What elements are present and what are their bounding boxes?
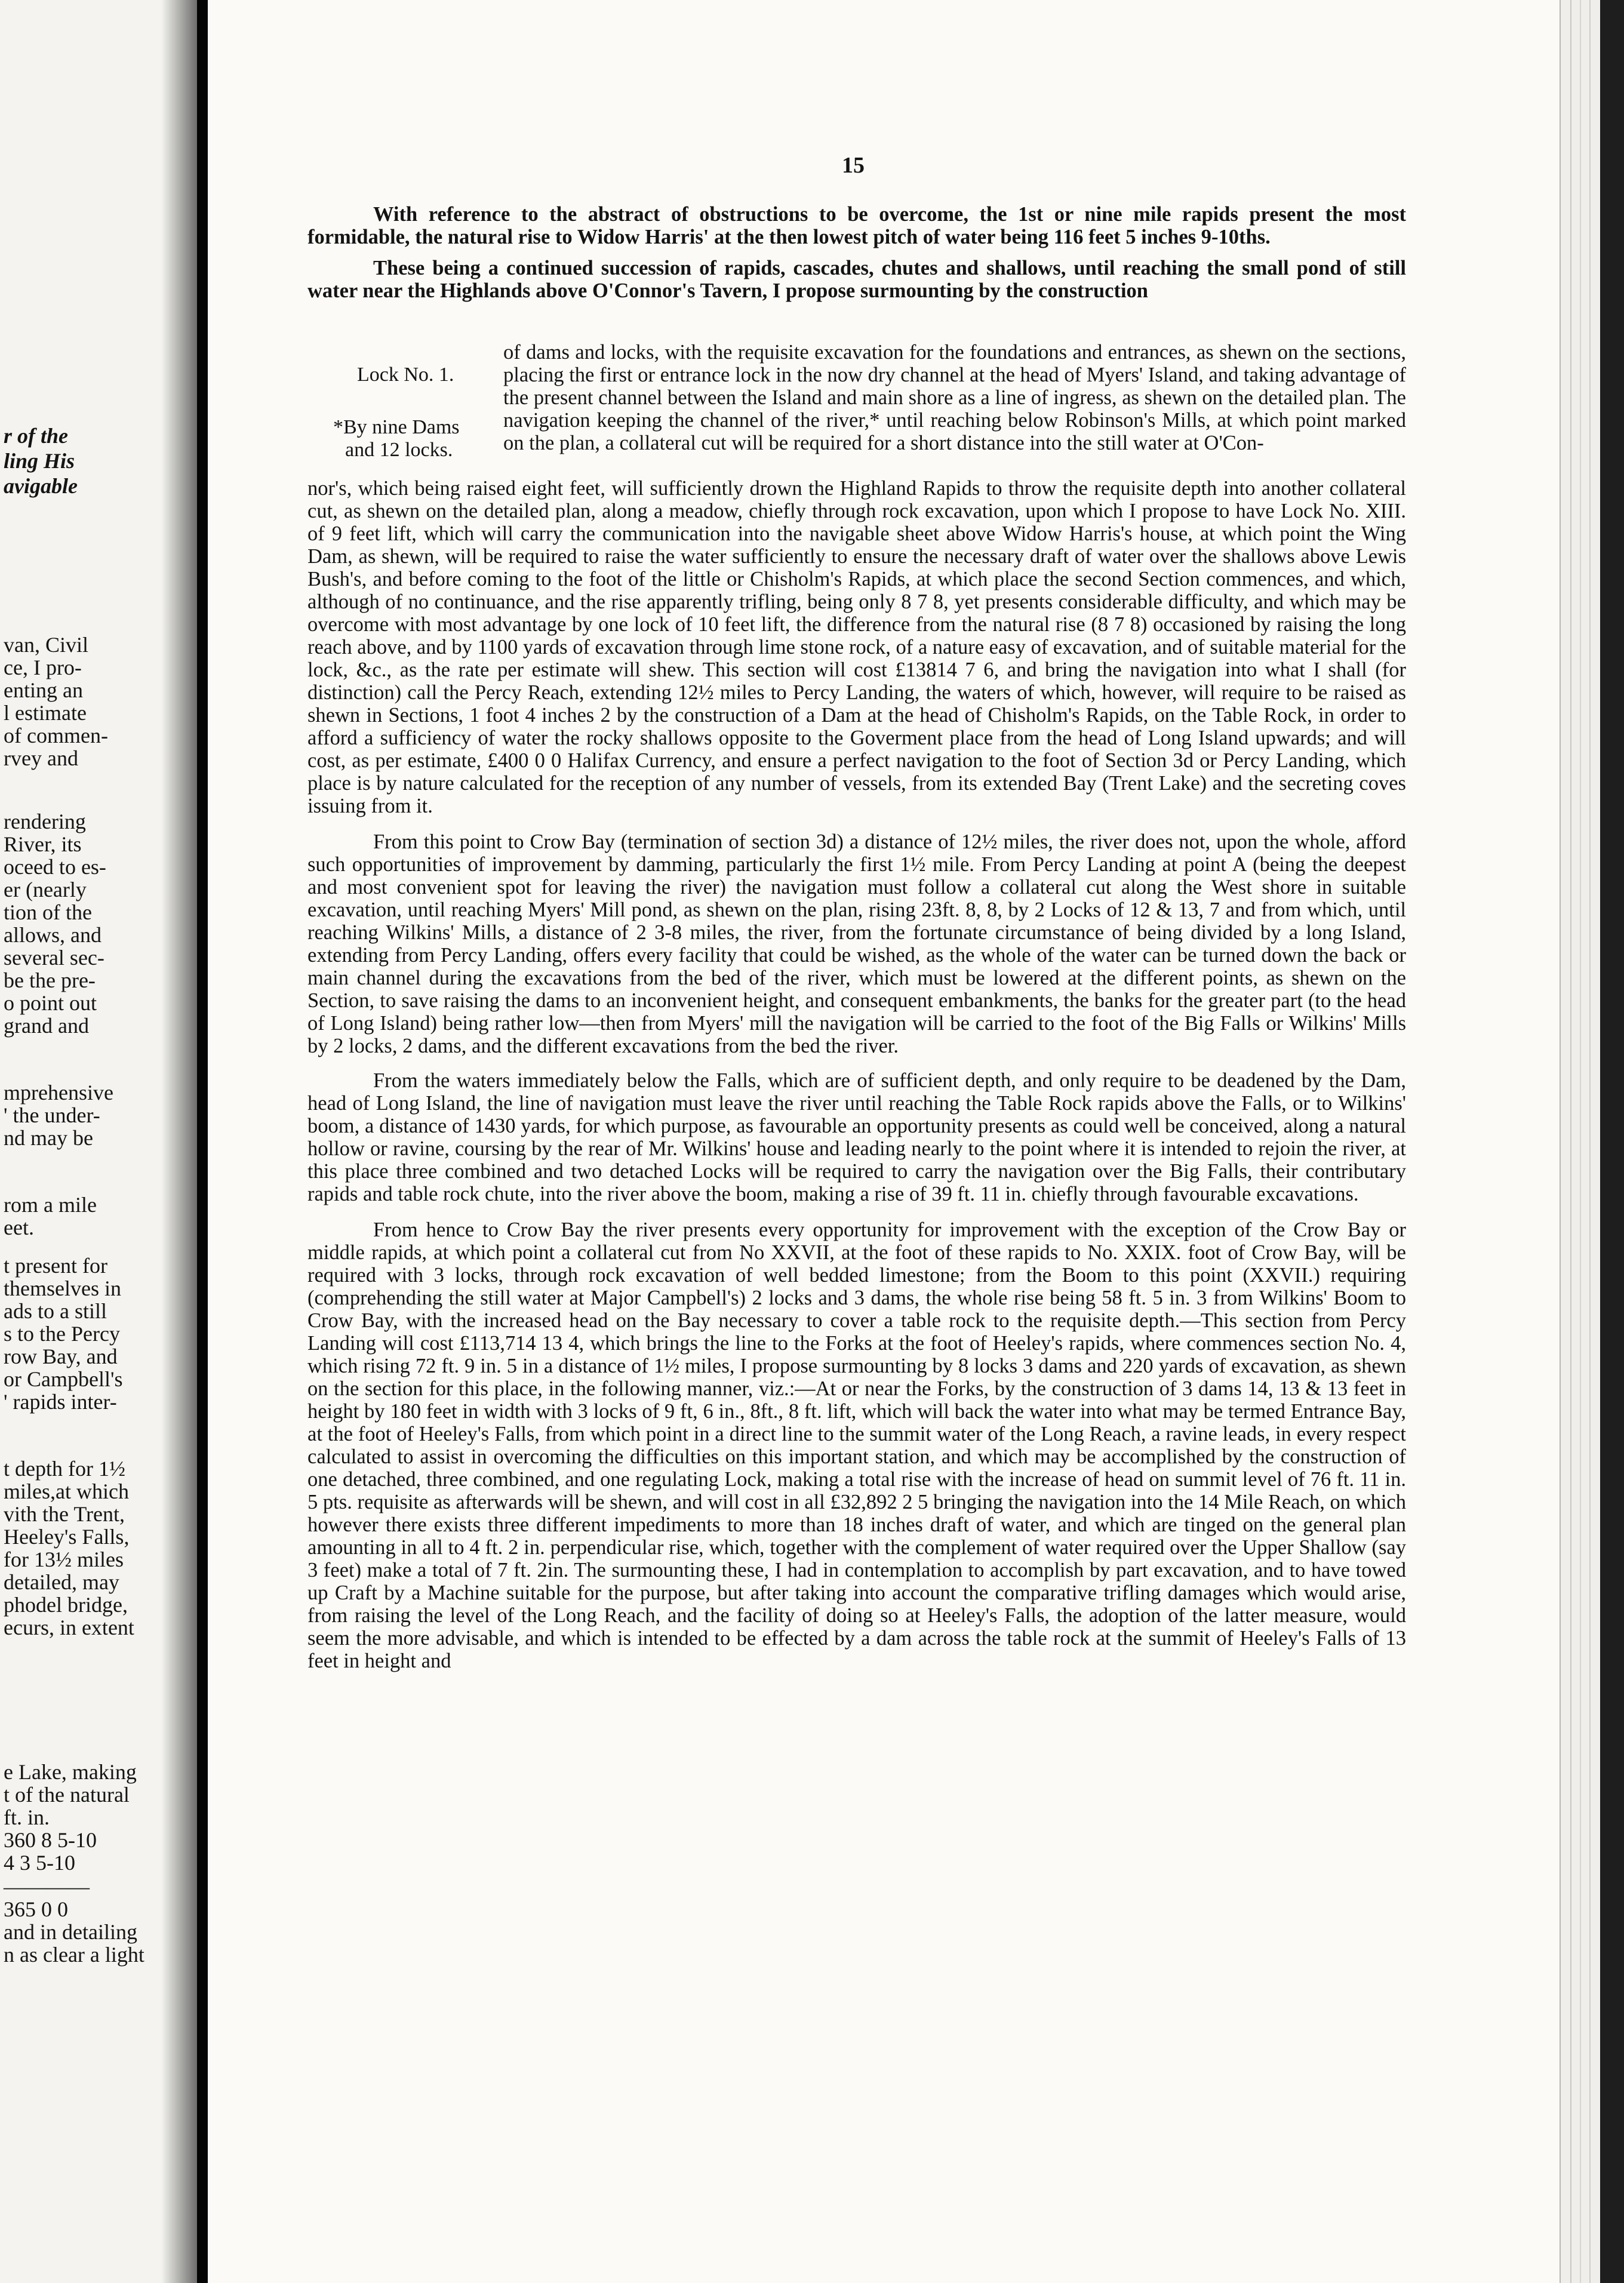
facing-page-line: Heeley's Falls,: [4, 1525, 130, 1549]
facing-page-line: mprehensive: [4, 1081, 113, 1104]
facing-page-line: enting an: [4, 678, 83, 702]
facing-page-line: for 13½ miles: [4, 1547, 124, 1571]
facing-page-line: o point out: [4, 991, 97, 1015]
facing-page-line: 4 3 5-10: [4, 1851, 75, 1875]
facing-page-line: ft. in.: [4, 1805, 50, 1829]
facing-page-line: ecurs, in extent: [4, 1616, 134, 1639]
margin-note-dams-1: *By nine Dams: [333, 416, 460, 438]
facing-page-line: n as clear a light: [4, 1943, 144, 1967]
facing-page-line: themselves in: [4, 1276, 121, 1300]
facing-page-line: nd may be: [4, 1126, 93, 1150]
book-gutter: [197, 0, 208, 2283]
facing-page-line: ling His: [4, 449, 75, 473]
facing-page-line: row Bay, and: [4, 1344, 118, 1368]
facing-page-line: avigable: [4, 474, 78, 498]
paragraph-rapids-intro: These being a continued succession of rapids, cascades, chutes and shallows, until reaching the small pond of still water near the Highlands above O'Connor's Tavern, I propose surmounting by the construction: [307, 257, 1406, 302]
body-text-top: [307, 203, 1406, 302]
paragraph-abstract: With reference to the abstract of obstructions to be overcome, the 1st or nine mile rapids present the most formidable, the natural rise to Widow Harris' at the then lowest pitch of water being 116 feet 5 inches 9-10ths.: [307, 203, 1406, 248]
facing-page-line: oceed to es-: [4, 855, 106, 879]
facing-page-line: vith the Trent,: [4, 1502, 125, 1526]
facing-page-line: grand and: [4, 1014, 89, 1038]
paragraph-rapids-indented: of dams and locks, with the requisite excavation for the foundations and entrances, as shewn on the sections, placing the first or entrance lock in the now dry channel at the head of Myers' Island, and taking advantage of the present channel between the Island and main shore as a line of ingress, as shewn on the detailed plan. The navigation keeping the channel of the river,* until reaching below Robinson's Mills, at which point marked on the plan, a collateral cut will be required for a short distance into the still water at O'Con-: [503, 341, 1406, 454]
facing-page-line: 360 8 5-10: [4, 1828, 97, 1852]
facing-page-line: e Lake, making: [4, 1760, 137, 1784]
facing-page-line: of commen-: [4, 724, 108, 747]
paragraph-rapids-rest: nor's, which being raised eight feet, will sufficiently drown the Highland Rapids to throw the requisite depth into another collateral cut, as shewn on the detailed plan, along a meadow, chiefly through rock excavation, upon which I propose to have Lock No. XIII. of 9 feet lift, which will carry the communication into the navigable sheet above Widow Harris's house, at which point the Wing Dam, as shewn, will be required to raise the water sufficiently to ensure the necessary draft of water over the shallows above Lewis Bush's, and before coming to the foot of the little or Chisholm's Rapids, at which place the second Section commences, and which, although of no continuance, and the rise apparently trifling, being only 8 7 8, yet presents considerable difficulty, and which may be overcome with most advantage by one lock of 10 feet lift, the difference from the natural rise (8 7 8) occasioned by raising the long reach above, and by 1100 yards of excavation through lime stone rock, of a nature easy of excavation, and of suitable material for the lock, &c., as the rate per estimate will shew. This section will cost £13814 7 6, and bring the navigation into what I shall (for distinction) call the Percy Reach, extending 12½ miles to Percy Landing, the waters of which, however, will require to be raised as shewn in Sections, 1 foot 4 inches 2 by the construction of a Dam at the head of Chisholm's Rapids, on the Table Rock, in order to afford a sufficiency of water the rocky shallows opposite to the Goverment place from the head of Long Island upwards; and will cost, as per estimate, £400 0 0 Halifax Currency, and ensure a perfect navigation to the foot of Section 3d or Percy Landing, which place is by nature calculated for the reception of any number of vessels, from its extended Bay (Trent Lake) and the secreting coves issuing from it.: [307, 477, 1406, 817]
binding-shadow: [161, 0, 197, 2283]
facing-page-line: tion of the: [4, 900, 92, 924]
facing-page-line: and in detailing: [4, 1920, 137, 1944]
facing-page-line: rom a mile: [4, 1193, 97, 1217]
facing-page-line: ads to a still: [4, 1299, 107, 1323]
facing-page-fragment: [0, 0, 197, 2283]
facing-page-line: rendering: [4, 810, 86, 833]
facing-page-line: van, Civil: [4, 633, 88, 657]
facing-page-line: r of the: [4, 424, 68, 448]
paragraph-section-4: From hence to Crow Bay the river presents every opportunity for improvement with the exception of the Crow Bay or middle rapids, at which point a collateral cut from No XXVII, at the foot of these rapids to No. XXIX. foot of Crow Bay, will be required with 3 locks, through rock excavation of well bedded limestone; from the Boom to this point (XXVII.) requiring (comprehending the still water at Major Campbell's) 2 locks and 3 dams, the whole rise being 58 ft. 5 in. 3 from Wilkins' Boom to Crow Bay, with the increased head on the Bay necessary to cover a table rock to the requisite depth.—This section from Percy Landing will cost £113,714 13 4, which brings the line to the Forks at the foot of Heeley's rapids, where commences section No. 4, which rising 72 ft. 9 in. 5 in a distance of 1½ miles, I propose surmounting by 8 locks 3 dams and 220 yards of excavation, as shewn on the section for this place, in the following manner, viz.:—At or near the Forks, by the construction of 3 dams 14, 13 & 13 feet in height by 180 feet in width with 3 locks of 9 ft, 6 in., 8ft., 8 ft. lift, which will back the water into what may be termed Entrance Bay, at the foot of Heeley's Falls, from which point in a direct line to the summit water of the Long Reach, a ravine leads, in every respect calculated to assist in overcoming the difficulties on this important station, and which may be accomplished by the construction of one detached, three combined, and one regulating Lock, making a total rise with the increase of head on summit level of 76 ft. 11 in. 5 pts. requisite as afterwards will be shewn, and will cost in all £32,892 2 5 bringing the navigation into the 14 Mile Reach, on which however there exists three different impediments to more than 18 inches draft of water, and which are tinged on the general plan amounting in all to 4 ft. 2 in. perpendicular rise, which, together with the complement of water required over the Upper Shallow (say 3 feet) make a total of 7 ft. 2in. The surmounting these, I had in contemplation to accomplish by part excavation, and to have towed up Craft by a Machine suitable for the purpose, but after taking into account the comparative trifling damages which would arise, from raising the level of the Long Reach, and the facility of doing so at Heeley's Falls, the adoption of the latter measure, would seem the more advisable, and which is intended to be effected by a dam across the table rock at the summit of Heeley's Falls of 13 feet in height and: [307, 1219, 1406, 1672]
body-text-main: [307, 477, 1406, 1672]
facing-page-line: or Campbell's: [4, 1367, 123, 1391]
facing-page-line: miles,at which: [4, 1479, 129, 1503]
facing-page-line: ce, I pro-: [4, 656, 82, 679]
facing-page-line: phodel bridge,: [4, 1593, 128, 1617]
facing-page-line: several sec-: [4, 946, 104, 970]
facing-page-line: River, its: [4, 832, 82, 856]
page-edge: [1589, 0, 1601, 2283]
paragraph-crow-bay: From this point to Crow Bay (termination of section 3d) a distance of 12½ miles, the river does not, upon the whole, afford such opportunities of improvement by damming, particularly the first 1½ mile. From Percy Landing at point A (being the deepest and most convenient spot for leaving the river) the navigation must follow a collateral cut along the West shore in suitable excavation, until reaching Myers' Mill pond, as shewn on the plan, rising 23ft. 8, 8, by 2 Locks of 12 & 13, 7 and from which, until reaching Wilkins' Mills, a distance of 2 3-8 miles, the river, from the fortunate circumstance of being divided by a long Island, extending from Percy Landing, offers every facility that could be wished, as the whole of the water can be turned down the back or main channel during the excavations from the bed of the river, which must be lowered at the different points, as shewn on the Section, to save raising the dams to an inconvenient height, and consequent embankments, the banks for the greater part (to the head of Long Island) being rather low—then from Myers' mill the navigation will be carried to the foot of the Big Falls or Wilkins' Mills by 2 locks, 2 dams, and the different excavations from the bed the river.: [307, 830, 1406, 1057]
page-number: 15: [842, 153, 865, 178]
facing-page-line: 365 0 0: [4, 1897, 68, 1921]
facing-page-line: er (nearly: [4, 878, 87, 901]
facing-page-line: l estimate: [4, 701, 87, 725]
facing-page-line: s to the Percy: [4, 1322, 120, 1346]
scan-background: [1600, 0, 1624, 2283]
margin-note-lock-1: Lock No. 1.: [357, 364, 454, 386]
facing-page-line: ' the under-: [4, 1103, 100, 1127]
facing-page-line: t depth for 1½: [4, 1457, 125, 1481]
facing-page-line: t of the natural: [4, 1783, 130, 1807]
facing-page-line: detailed, may: [4, 1570, 119, 1594]
facing-page-line: rvey and: [4, 746, 78, 770]
margin-note-dams-2: and 12 locks.: [345, 439, 453, 461]
paragraph-falls: From the waters immediately below the Falls, which are of sufficient depth, and only require to be deadened by the Dam, head of Long Island, the line of navigation must leave the river until reaching the Table Rock rapids above the Falls, or to Wilkins' boom, a distance of 1430 yards, for which purpose, as favourable an opportunity presents as could well be conceived, along a natural hollow or ravine, coursing by the rear of Mr. Wilkins' house and leading nearly to the point where it is intended to rejoin the river, at this place three combined and two detached Locks will be required to carry the navigation over the Big Falls, their contributary rapids and table rock chute, into the river above the boom, making a rise of 39 ft. 11 in. chiefly through favourable excavations.: [307, 1069, 1406, 1205]
facing-page-line: eet.: [4, 1216, 34, 1239]
facing-page-line: ————: [4, 1875, 90, 1899]
facing-page-line: be the pre-: [4, 968, 96, 992]
facing-page-line: ' rapids inter-: [4, 1390, 117, 1414]
facing-page-line: t present for: [4, 1254, 107, 1278]
facing-page-line: allows, and: [4, 923, 102, 947]
page-edge: [1560, 0, 1571, 2283]
